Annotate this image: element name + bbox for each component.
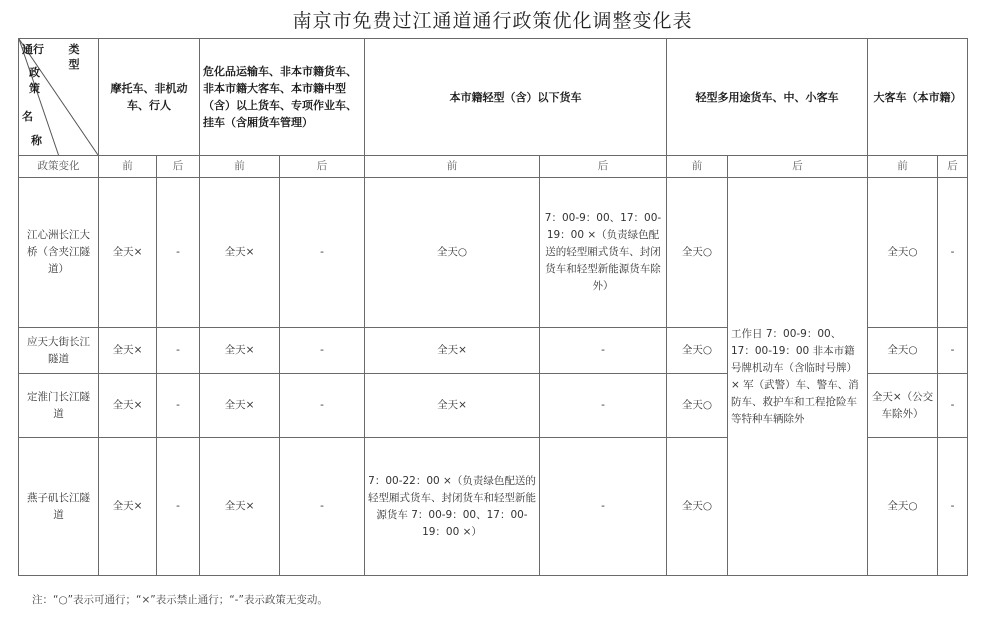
table-cell: 全天× bbox=[99, 328, 157, 374]
row-name: 应天大街长江隧道 bbox=[19, 328, 99, 374]
table-cell: 全天○ bbox=[667, 374, 728, 438]
corner-header-cell bbox=[19, 39, 99, 156]
row-name: 燕子矶长江隧道 bbox=[19, 438, 99, 576]
table-cell: 全天× bbox=[200, 438, 280, 576]
table-row bbox=[19, 178, 968, 328]
table-cell: 全天○ bbox=[365, 178, 540, 328]
table-cell: 全天○ bbox=[868, 328, 938, 374]
header-row bbox=[19, 39, 968, 156]
corner-label-traffic: 通行 bbox=[22, 43, 44, 56]
table-cell: - bbox=[157, 178, 200, 328]
row-name: 定淮门长江隧道 bbox=[19, 374, 99, 438]
policy-change-label: 政策变化 bbox=[19, 156, 99, 178]
corner-label-policy-2: 策 bbox=[29, 82, 40, 95]
after-label: 后 bbox=[938, 156, 968, 178]
table-cell: 全天× bbox=[99, 374, 157, 438]
row-name: 江心洲长江大桥（含夹江隧道） bbox=[19, 178, 99, 328]
table-cell: - bbox=[280, 178, 365, 328]
table-cell: - bbox=[540, 438, 667, 576]
table-cell: - bbox=[938, 328, 968, 374]
page-title: 南京市免费过江通道通行政策优化调整变化表 bbox=[292, 10, 693, 32]
before-label: 前 bbox=[667, 156, 728, 178]
table-cell: - bbox=[280, 328, 365, 374]
table-cell: - bbox=[157, 328, 200, 374]
corner-label-policy-1: 政 bbox=[29, 66, 40, 79]
table-cell: - bbox=[540, 374, 667, 438]
header-light-trucks: 本市籍轻型（含）以下货车 bbox=[365, 39, 667, 156]
before-after-row bbox=[19, 156, 968, 178]
merged-after-cell: 工作日 7：00-9：00、17：00-19：00 非本市籍号牌机动车（含临时号牌）× 军（武警）车、警车、消防车、救护车和工程抢险车等特种车辆除外 bbox=[728, 178, 868, 576]
table-cell: 7：00-9：00、17：00-19：00 ×（负责绿色配送的轻型厢式货车、封闭货车和轻型新能源货车除外） bbox=[540, 178, 667, 328]
table-cell: - bbox=[157, 374, 200, 438]
after-label: 后 bbox=[280, 156, 365, 178]
table-cell: - bbox=[280, 374, 365, 438]
table-cell: 全天○ bbox=[667, 438, 728, 576]
before-label: 前 bbox=[868, 156, 938, 178]
after-label: 后 bbox=[728, 156, 868, 178]
table-cell: - bbox=[280, 438, 365, 576]
table-cell: - bbox=[938, 374, 968, 438]
table-cell: 全天× bbox=[365, 328, 540, 374]
table-cell: 全天× bbox=[200, 328, 280, 374]
corner-label-name-1: 名 bbox=[22, 110, 33, 123]
before-label: 前 bbox=[200, 156, 280, 178]
before-label: 前 bbox=[99, 156, 157, 178]
table-cell: 全天× bbox=[200, 374, 280, 438]
table-cell: 全天×（公交车除外） bbox=[868, 374, 938, 438]
table-cell: 全天○ bbox=[667, 328, 728, 374]
table-cell: 全天× bbox=[99, 438, 157, 576]
policy-table bbox=[18, 38, 968, 576]
table-cell: 全天× bbox=[200, 178, 280, 328]
table-cell: - bbox=[157, 438, 200, 576]
table-cell: 全天○ bbox=[868, 178, 938, 328]
header-buses: 大客车（本市籍） bbox=[868, 39, 968, 156]
footnote: 注：“○”表示可通行；“×”表示禁止通行；“-”表示政策无变动。 bbox=[32, 594, 328, 606]
after-label: 后 bbox=[540, 156, 667, 178]
table-cell: 全天× bbox=[365, 374, 540, 438]
table-cell: 7：00-22：00 ×（负责绿色配送的轻型厢式货车、封闭货车和轻型新能源货车 7：00-9：00、17：00-19：00 ×） bbox=[365, 438, 540, 576]
corner-label-name-2: 称 bbox=[31, 134, 42, 147]
corner-label-type: 类型 bbox=[68, 43, 80, 71]
table-cell: 全天○ bbox=[868, 438, 938, 576]
table-cell: 全天○ bbox=[667, 178, 728, 328]
table-cell: 全天× bbox=[99, 178, 157, 328]
after-label: 后 bbox=[157, 156, 200, 178]
table-cell: - bbox=[938, 438, 968, 576]
before-label: 前 bbox=[365, 156, 540, 178]
header-cars: 轻型多用途货车、中、小客车 bbox=[667, 39, 868, 156]
header-motorcycle: 摩托车、非机动车、行人 bbox=[99, 39, 200, 156]
table-cell: - bbox=[938, 178, 968, 328]
header-hazardous-trucks: 危化品运输车、非本市籍货车、非本市籍大客车、本市籍中型（含）以上货车、专项作业车、挂车（含厢货车管理） bbox=[200, 39, 365, 156]
table-cell: - bbox=[540, 328, 667, 374]
